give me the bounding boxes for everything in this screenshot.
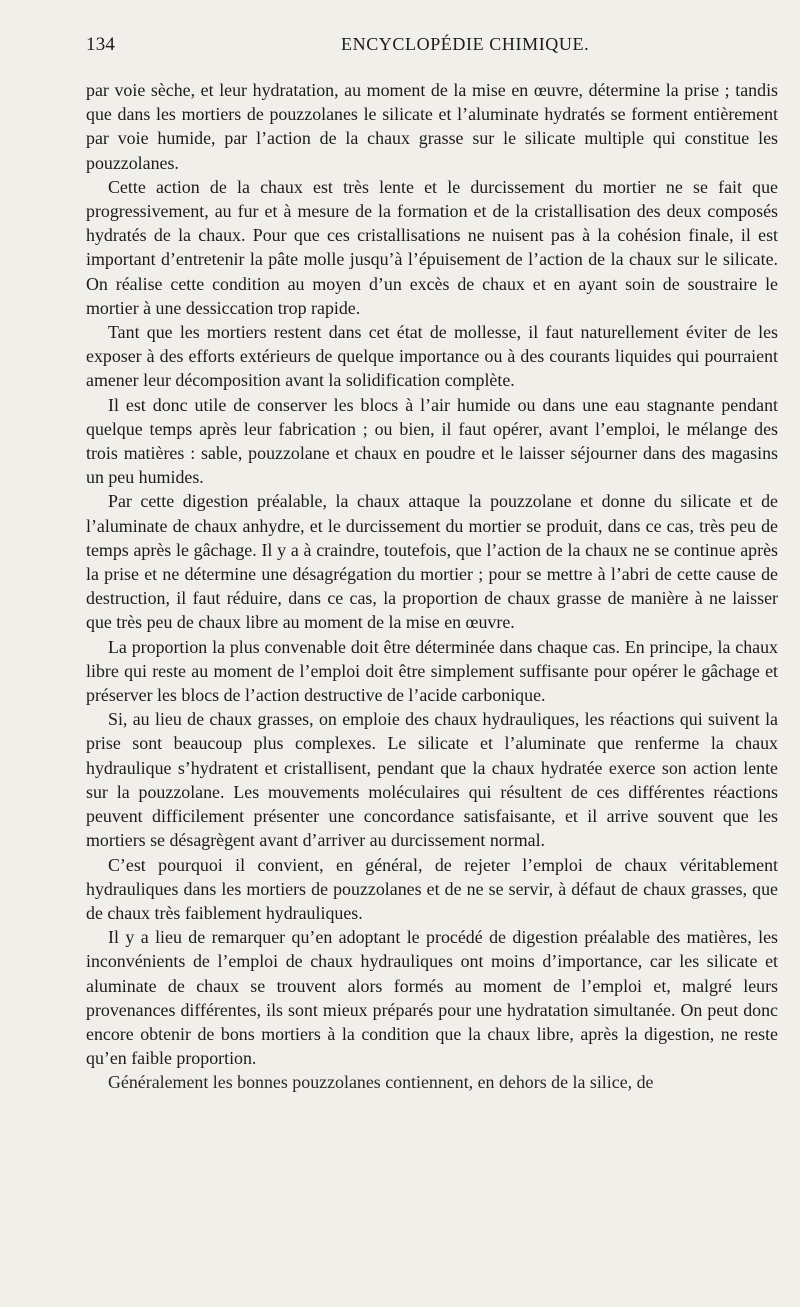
paragraph-6: La proportion la plus convenable doit être déterminée dans chaque cas. En principe, la chaux libre qui reste au moment de l’emploi doit être simplement suffisante pour opérer le gâchage et préserver les blocs de l’action destructive de l’acide carbonique. — [86, 636, 778, 706]
running-title: ENCYCLOPÉDIE CHIMIQUE. — [341, 34, 590, 54]
page-header — [86, 34, 776, 60]
paragraph-2: Cette action de la chaux est très lente et le durcissement du mortier ne se fait que progressivement, au fur et à mesure de la formation et de la cristallisation des deux composés hydratés de la chaux. Pour que ces cristallisations ne nuisent pas à la cohésion finale, il est important d’entretenir la pâte molle jusqu’à l’épuisement de l’action de la chaux sur le silicate. On réalise cette condition au moyen d’un excès de chaux et en ayant soin de soustraire le mortier à une dessiccation trop rapide. — [86, 176, 778, 318]
paragraph-5: Par cette digestion préalable, la chaux attaque la pouzzolane et donne du silicate et de l’aluminate de chaux anhydre, et le durcissement du mortier se produit, dans ce cas, très peu de temps après le gâchage. Il y a à craindre, toutefois, que l’action de la chaux ne se continue après la prise et ne détermine une désagrégation du mortier ; pour se mettre à l’abri de cette cause de destruction, il faut réduire, dans ce cas, la proportion de chaux grasse de manière à ne laisser que très peu de chaux libre au moment de la mise en œuvre. — [86, 491, 778, 633]
paragraph-4: Il est donc utile de conserver les blocs à l’air humide ou dans une eau stagnante pendant quelque temps après leur fabrication ; ou bien, il faut opérer, avant l’emploi, le mélange des trois matières : sable, pouzzolane et chaux en poudre et le laisser séjourner dans des magasins un peu humides. — [86, 394, 778, 488]
page-number: 134 — [86, 34, 116, 55]
paragraph-10: Généralement les bonnes pouzzolanes contiennent, en dehors de la silice, de — [108, 1072, 654, 1093]
paragraph-9: Il y a lieu de remarquer qu’en adoptant le procédé de digestion préalable des matières, les inconvénients de l’emploi de chaux hydrauliques ont moins d’importance, car les silicate et aluminate de chaux se trouvent alors formés au moment de l’emploi et, malgré leurs provenances différentes, ils sont mieux préparés pour une hydratation simultanée. On peut donc encore obtenir de bons mortiers à la condition que la chaux libre, après la digestion, ne reste qu’en faible proportion. — [86, 927, 778, 1069]
paragraph-7: Si, au lieu de chaux grasses, on emploie des chaux hydrauliques, les réactions qui suivent la prise sont beaucoup plus complexes. Le silicate et l’aluminate que renferme la chaux hydraulique s’hydratent et cristallisent, pendant que la chaux hydratée exerce son action lente sur la pouzzolane. Les mouvements moléculaires qui résultent de ces différentes réactions peuvent difficilement présenter une concordance satisfaisante, et il arrive souvent que les mortiers se désagrègent avant d’arriver au durcissement normal. — [86, 709, 778, 851]
paragraph-1: par voie sèche, et leur hydratation, au moment de la mise en œuvre, détermine la prise ; tandis que dans les mortiers de pouzzolanes le silicate et l’aluminate hydratés se forment entièrement par voie humide, par l’action de la chaux grasse sur le silicate multiple qui constitue les pouzzolanes. — [86, 80, 778, 173]
paragraph-8: C’est pourquoi il convient, en général, de rejeter l’emploi de chaux véritablement hydrauliques dans les mortiers de pouzzolanes et de ne se servir, à défaut de chaux grasses, que de chaux très faiblement hydrauliques. — [86, 854, 778, 923]
body-text — [86, 78, 778, 1095]
paragraph-3: Tant que les mortiers restent dans cet état de mollesse, il faut naturellement éviter de les exposer à des efforts extérieurs de quelque importance ou à des courants liquides qui pourraient amener leur décomposition avant la solidification complète. — [86, 322, 778, 391]
